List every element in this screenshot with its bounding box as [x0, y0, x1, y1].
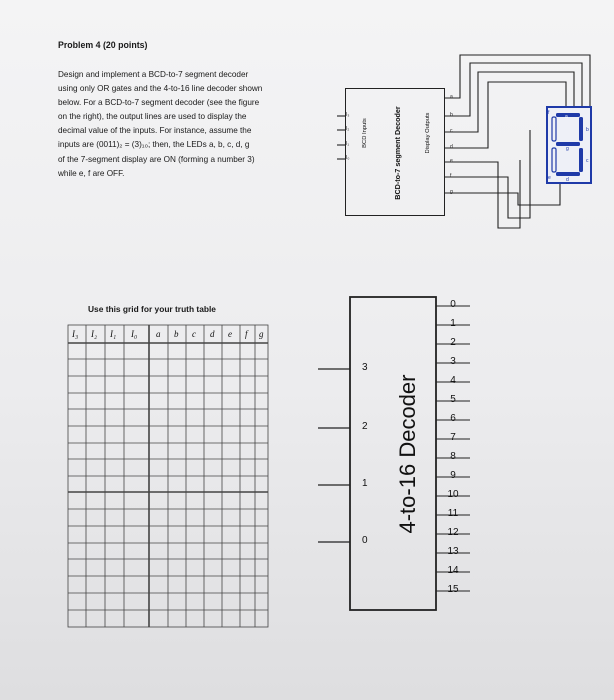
decoder-input-wires	[318, 369, 350, 542]
decoder-output-label: 13	[447, 546, 459, 557]
bcd-inputs-label: BCD Inputs	[362, 118, 368, 148]
output-wire-g	[445, 140, 560, 205]
header-cell: a	[156, 329, 161, 339]
bcd-input-label: I₁	[346, 141, 350, 147]
description-line: below. For a BCD-to-7 segment decoder (see the figure	[58, 98, 260, 108]
decoder-output-label: 9	[450, 470, 456, 481]
decoder-output-label: 11	[447, 508, 459, 519]
header-cell: d	[210, 329, 215, 339]
decoder-output-label: 15	[447, 584, 459, 595]
decoder-output-label: 2	[450, 337, 456, 348]
decoder-input-label: 2	[362, 421, 368, 432]
bcd-output-label: f	[450, 173, 452, 179]
description-line: using only OR gates and the 4-to-16 line decoder shown	[58, 84, 263, 94]
bcd-output-label: e	[450, 158, 453, 164]
header-cell: g	[259, 329, 264, 339]
decoder-input-label: 0	[362, 535, 368, 546]
decoder-output-label: 4	[450, 375, 456, 386]
header-cell: I₂	[91, 329, 98, 339]
header-cell: e	[228, 329, 232, 339]
header-cell: I₃	[72, 329, 79, 339]
decoder-output-label: 6	[450, 413, 456, 424]
decoder-name: 4-to-16 Decoder	[395, 374, 420, 534]
description-line: on the right), the output lines are used to display the	[58, 112, 247, 122]
bcd-input-label: I₂	[346, 126, 350, 132]
bcd-output-label: g	[450, 189, 453, 195]
bcd-input-label: I₀	[346, 155, 350, 161]
description-line: inputs are (0011)₂ = (3)₁₀; then, the LEDs a, b, c, d, g	[58, 140, 250, 150]
decoder-output-label: 1	[450, 318, 456, 329]
header-cell: b	[174, 329, 179, 339]
decoder-block	[350, 297, 436, 610]
segment-c	[579, 148, 583, 172]
header-cell: I₁	[110, 329, 117, 339]
decoder-output-label: 14	[447, 565, 459, 576]
segment-label: c	[586, 158, 589, 164]
bcd-output-label: a	[450, 94, 453, 100]
problem-title: Problem 4 (20 points)	[58, 40, 148, 50]
segment-d	[556, 172, 580, 176]
decoder-output-label: 0	[450, 299, 456, 310]
header-cell: I₀	[131, 329, 138, 339]
decoder-output-label: 3	[450, 356, 456, 367]
truth-table-grid	[68, 325, 268, 627]
decoder-output-label: 12	[447, 527, 459, 538]
bcd-decoder-name: BCD-to-7 segment Decoder	[393, 106, 402, 200]
description-line: of the 7-segment display are ON (forming a number 3)	[58, 154, 255, 164]
segment-label: e	[548, 175, 551, 181]
description-line: Design and implement a BCD-to-7 segment decoder	[58, 70, 249, 79]
decoder-output-label: 5	[450, 394, 456, 405]
bcd-input-label: I₃	[346, 112, 350, 118]
segment-a	[556, 113, 580, 117]
segment-label: b	[586, 127, 589, 133]
bcd-input-wires	[337, 116, 345, 159]
display-outputs-label: Display Outputs	[425, 112, 431, 154]
bcd-output-label: b	[450, 112, 453, 118]
description-line: decimal value of the inputs. For instance, assume the	[58, 126, 252, 136]
truth-table-label: Use this grid for your truth table	[88, 304, 216, 314]
description-line: while e, f are OFF.	[58, 168, 125, 178]
decoder-output-label: 10	[447, 489, 459, 500]
segment-label: d	[566, 177, 569, 183]
decoder-input-label: 3	[362, 362, 368, 373]
segment-b	[579, 117, 583, 141]
decoder-output-label: 7	[450, 432, 456, 443]
header-cell: f	[245, 329, 248, 339]
header-cell: c	[192, 329, 196, 339]
bcd-output-label: d	[450, 144, 453, 150]
segment-label: a	[565, 114, 568, 120]
segment-label: f	[548, 110, 550, 116]
segment-label: g	[566, 146, 569, 152]
decoder-output-label: 8	[450, 451, 456, 462]
bcd-output-label: c	[450, 128, 453, 134]
decoder-input-label: 1	[362, 478, 368, 489]
